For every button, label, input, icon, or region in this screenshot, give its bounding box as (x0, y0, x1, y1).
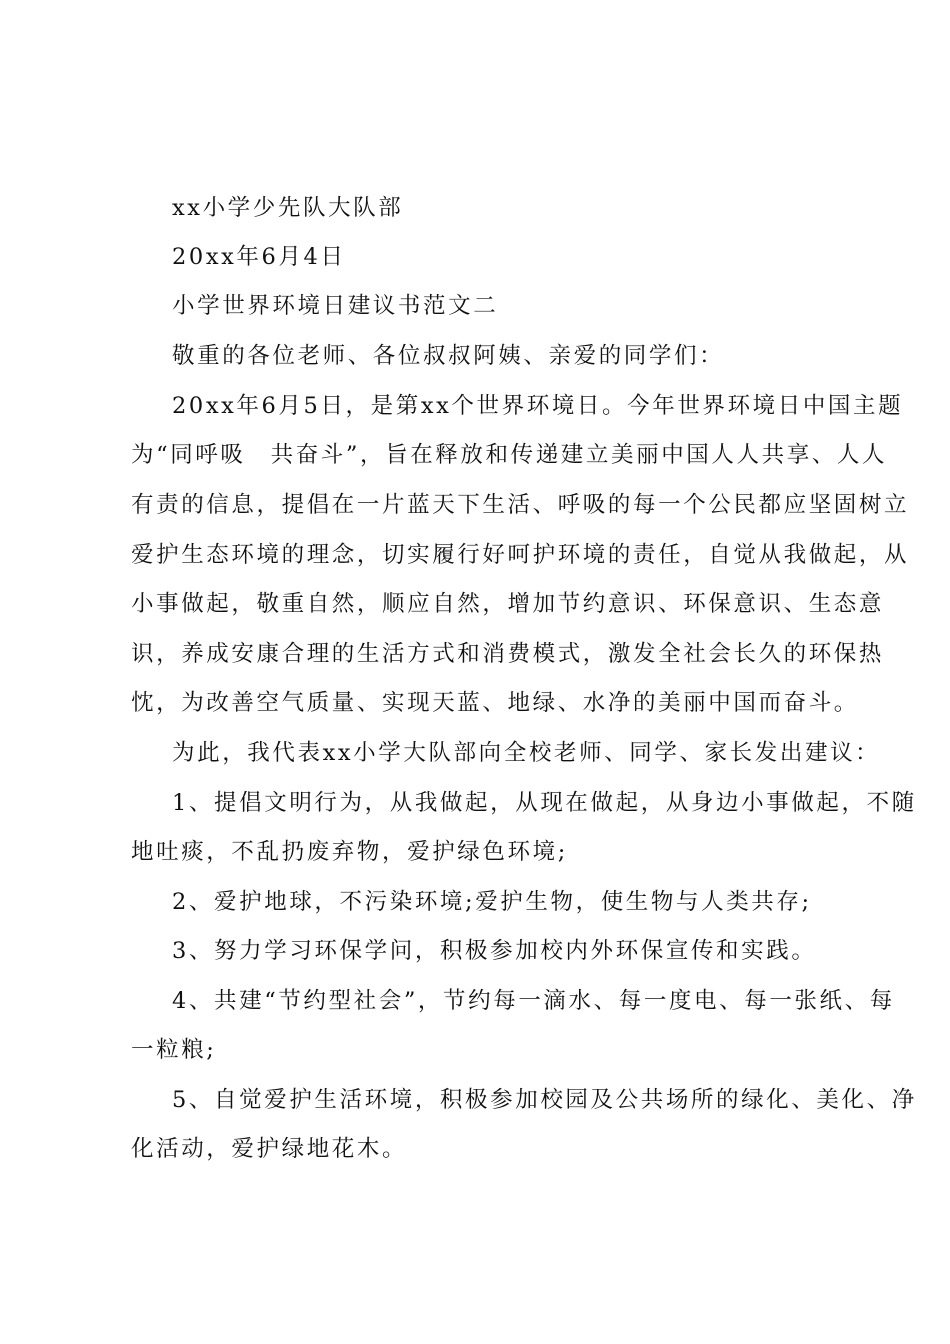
list-item-line: 5、自觉爱护生活环境，积极参加校园及公共场所的绿化、美化、净 (172, 1087, 917, 1113)
paragraph-line: 有责的信息，提倡在一片蓝天下生活、呼吸的每一个公民都应坚固树立 (131, 492, 910, 518)
list-item: 2、爱护地球，不污染环境;爱护生物，使生物与人类共存; (172, 889, 812, 915)
paragraph-line: 为“同呼吸 共奋斗”，旨在释放和传递建立美丽中国人人共享、人人 (131, 442, 888, 468)
signature-organization: xx小学少先队大队部 (172, 195, 404, 221)
article-title: 小学世界环境日建议书范文二 (172, 293, 499, 319)
paragraph-line: 20xx年6月5日，是第xx个世界环境日。今年世界环境日中国主题 (172, 393, 904, 419)
paragraph-proposal-intro: 为此，我代表xx小学大队部向全校老师、同学、家长发出建议： (172, 740, 881, 766)
list-item-line: 化活动，爱护绿地花木。 (131, 1136, 408, 1162)
paragraph-line: 爱护生态环境的理念，切实履行好呵护环境的责任，自觉从我做起，从 (131, 542, 910, 568)
list-item-line: 地吐痰，不乱扔废弃物，爱护绿色环境; (131, 839, 568, 865)
paragraph-line: 忱，为改善空气质量、实现天蓝、地绿、水净的美丽中国而奋斗。 (131, 690, 859, 716)
list-item-line: 1、提倡文明行为，从我做起，从现在做起，从身边小事做起，不随 (172, 790, 917, 816)
list-item-line: 一粒粮; (131, 1037, 217, 1063)
salutation: 敬重的各位老师、各位叔叔阿姨、亲爱的同学们： (172, 343, 725, 369)
signature-date: 20xx年6月4日 (172, 244, 346, 270)
paragraph-line: 小事做起，敬重自然，顺应自然，增加节约意识、环保意识、生态意 (131, 591, 885, 617)
list-item: 3、努力学习环保学问，积极参加校内外环保宣传和实践。 (172, 938, 817, 964)
list-item-line: 4、共建“节约型社会”，节约每一滴水、每一度电、每一张纸、每 (172, 988, 895, 1014)
paragraph-line: 识，养成安康合理的生活方式和消费模式，激发全社会长久的环保热 (131, 641, 885, 667)
